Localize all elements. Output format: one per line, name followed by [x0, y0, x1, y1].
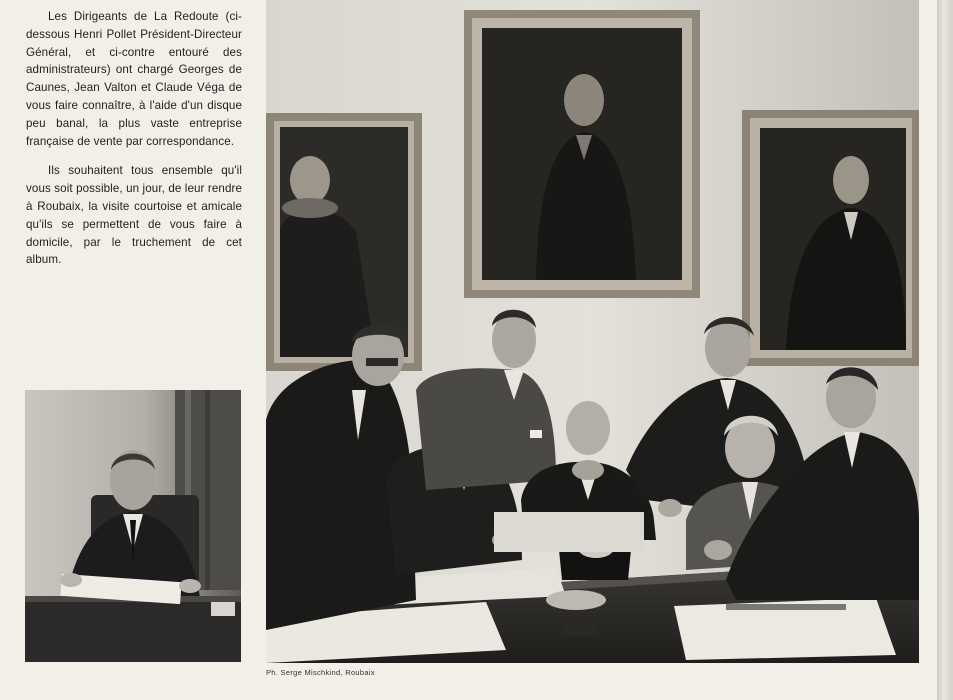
board-photo	[266, 0, 919, 663]
intro-text	[26, 8, 242, 281]
photo-credit: Ph. Serge Mischkind, Roubaix	[266, 668, 375, 677]
portrait-photo	[25, 390, 241, 662]
page-edge	[937, 0, 953, 700]
intro-paragraph-2: Ils souhaitent tous ensemble qu'il vous soit possible, un jour, de leur rendre à Roubaix, la visite courtoise et amicale qu'ils se permettent de vous faire à domicile, par le truchement de cet album.	[26, 164, 242, 267]
intro-paragraph-1: Les Dirigeants de La Redoute (ci-dessous Henri Pollet Président-Directeur Général, et ci-contre entouré des administrateurs) ont chargé Georges de Caunes, Jean Valton et Claude Véga de vous faire connaître, à l'aide d'un disque peu banal, la plus vaste entreprise française de vente par correspondance.	[26, 10, 242, 148]
